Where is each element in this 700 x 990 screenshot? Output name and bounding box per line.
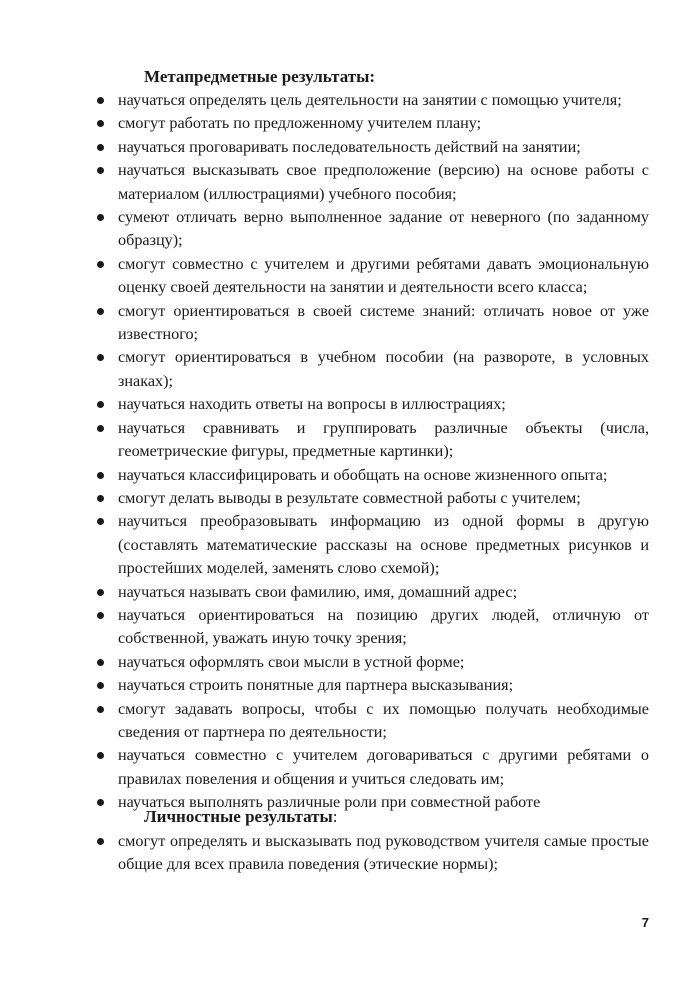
bullet-item: [0, 89, 700, 112]
bullet-text: научаться проговаривать последовательность действий на занятии;: [118, 137, 581, 156]
bullet-icon: [97, 401, 104, 408]
bullet-item: [0, 581, 700, 604]
bullet-item: [0, 417, 700, 464]
bullet-item: [0, 159, 700, 206]
bullet-item: [0, 346, 700, 393]
bullet-text: научаться находить ответы на вопросы в иллюстрациях;: [118, 395, 506, 414]
bullet-item: [0, 604, 700, 651]
bullet-icon: [97, 706, 104, 713]
bullet-icon: [97, 495, 104, 502]
bullet-icon: [97, 589, 104, 596]
bullet-text: научаться высказывать свое предположение (версию) на основе работы с материалом (иллюстрациями) учебного пособия;: [118, 161, 649, 203]
bullet-item: [0, 393, 700, 416]
bullet-icon: [97, 682, 104, 689]
bullet-item: [0, 112, 700, 135]
meta-results-heading-text: Метапредметные результаты:: [144, 67, 376, 86]
bullet-icon: [97, 144, 104, 151]
bullet-item: [0, 206, 700, 253]
bullet-icon: [97, 214, 104, 221]
bullet-item: [0, 744, 700, 791]
bullet-icon: [97, 425, 104, 432]
bullet-item: [0, 698, 700, 745]
bullet-item: [0, 830, 700, 877]
bullet-text: смогут определять и высказывать под руководством учителя самые простые общие для всех правила поведения (этические нормы);: [118, 832, 649, 874]
bullet-text: научаться называть свои фамилию, имя, домашний адрес;: [118, 582, 518, 601]
bullet-text: смогут ориентироваться в своей системе знаний: отличать новое от уже известного;: [118, 301, 649, 344]
bullet-item: [0, 487, 700, 510]
bullet-text: сумеют отличать верно выполненное задание от неверного (по заданному образцу);: [118, 208, 649, 250]
bullet-icon: [97, 97, 104, 104]
bullet-item: [0, 651, 700, 674]
bullet-text: научаться оформлять свои мысли в устной форме;: [118, 652, 465, 671]
bullet-icon: [97, 472, 104, 479]
bullet-text: научаться строить понятные для партнера высказывания;: [118, 676, 514, 695]
bullet-icon: [97, 612, 104, 619]
bullet-text: смогут делать выводы в результате совместной работы с учителем;: [118, 488, 581, 507]
bullet-text: научаться определять цель деятельности на занятии с помощью учителя;: [118, 91, 622, 109]
personal-results-heading-text: Личностные результаты: [144, 807, 333, 826]
bullet-text: научаться классифицировать и обобщать на основе жизненного опыта;: [118, 465, 608, 484]
bullet-text: научиться преобразовывать информацию из одной формы в другую (составлять математические рассказы на основе предметных рисунков и простейших моделей, заменять слово схемой);: [118, 512, 649, 578]
bullet-item: [0, 300, 700, 347]
bullet-icon: [97, 261, 104, 268]
bullet-text: научаться ориентироваться на позицию других людей, отличную от собственной, уважать иную точку зрения;: [118, 605, 649, 648]
bullet-text: научаться совместно с учителем договариваться с другими ребятами о правилах повеления и общения и учиться следовать им;: [118, 746, 649, 788]
bullet-text: смогут ориентироваться в учебном пособии (на развороте, в условных знаках);: [118, 348, 649, 390]
bullet-text: смогут задавать вопросы, чтобы с их помощью получать необходимые сведения от партнера по деятельности;: [118, 699, 649, 741]
bullet-icon: [97, 167, 104, 174]
bullet-text: научаться выполнять различные роли при совместной работе: [118, 793, 541, 812]
page-number: 7: [641, 915, 649, 930]
bullet-icon: [97, 518, 104, 525]
personal-results-heading-colon: :: [332, 807, 338, 826]
bullet-item: [0, 510, 700, 580]
bullet-icon: [97, 659, 104, 666]
bullet-item: [0, 464, 700, 487]
bullet-item: [0, 791, 700, 814]
personal-results-list: [0, 830, 700, 877]
bullet-icon: [97, 308, 104, 315]
bullet-text: смогут работать по предложенному учителем плану;: [118, 114, 482, 133]
bullet-icon: [97, 838, 104, 845]
bullet-item: [0, 136, 700, 159]
bullet-icon: [97, 120, 104, 127]
meta-results-heading: [144, 65, 375, 89]
bullet-icon: [97, 799, 104, 806]
bullet-text: научаться сравнивать и группировать различные объекты (числа, геометрические фигуры, предметные картинки);: [118, 418, 649, 461]
bullet-item: [0, 674, 700, 697]
bullet-icon: [97, 752, 104, 759]
bullet-text: смогут совместно с учителем и другими ребятами давать эмоциональную оценку своей деятельности на занятии и деятельности всего класса;: [118, 254, 649, 297]
bullet-item: [0, 253, 700, 300]
bullet-icon: [97, 354, 104, 361]
personal-results-heading: [144, 805, 338, 829]
meta-results-list: [0, 89, 700, 815]
